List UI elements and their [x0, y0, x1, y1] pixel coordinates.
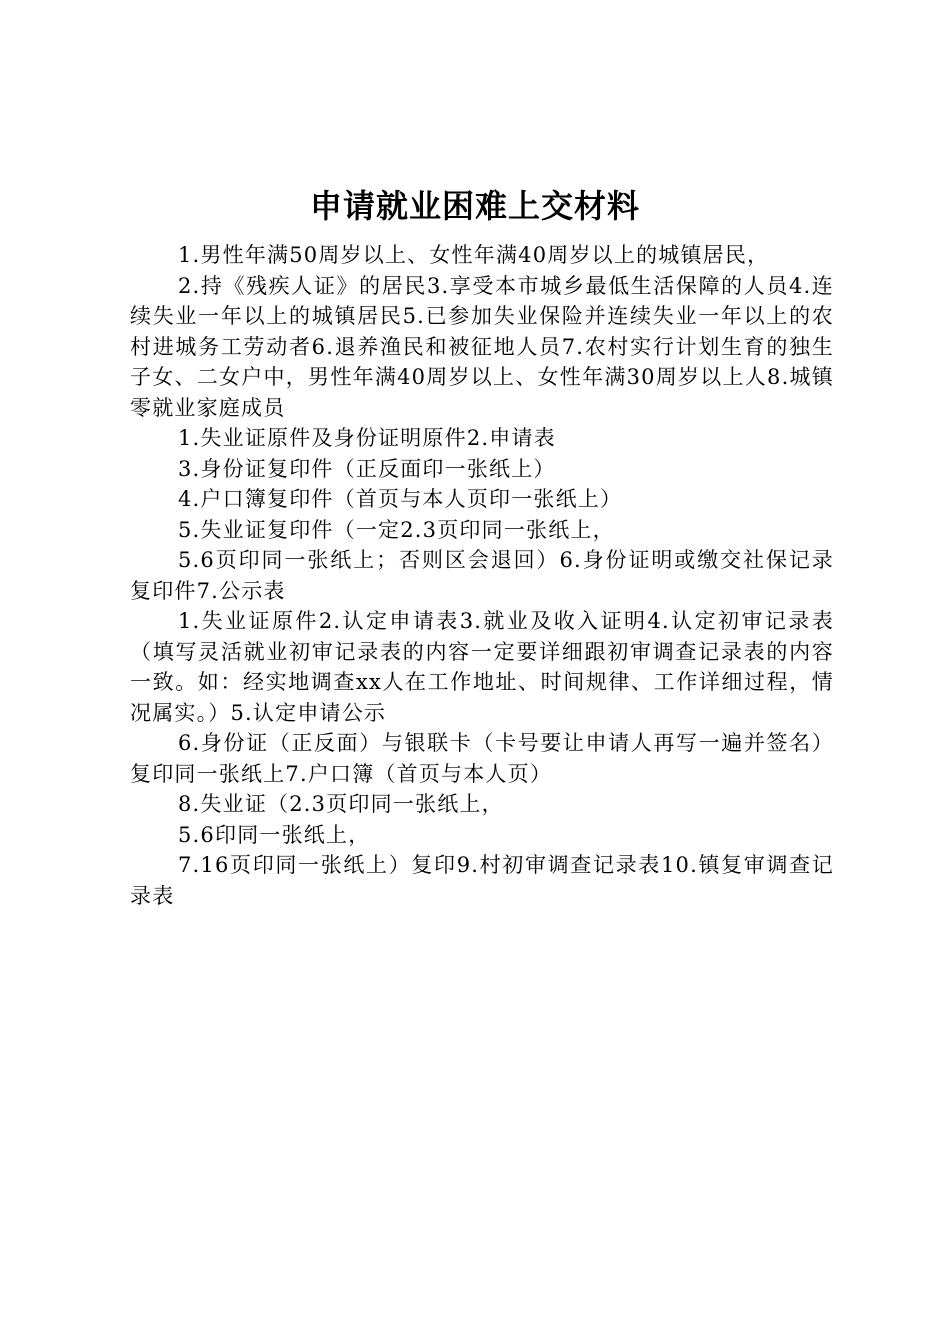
paragraph: 6.身份证（正反面）与银联卡（卡号要让申请人再写一遍并签名）复印同一张纸上7.户口簿（首页与本人页） [130, 731, 834, 786]
paragraph: 3.身份证复印件（正反面印一张纸上） [178, 456, 556, 481]
paragraph: 1.男性年满50周岁以上、女性年满40周岁以上的城镇居民， [178, 243, 770, 267]
paragraph: 2.持《残疾人证》的居民3.享受本市城乡最低生活保障的人员4.连续失业一年以上的城镇居民5.已参加失业保险并连续失业一年以上的农村进城务工劳动者6.退养渔民和被征地人员7.农村实行计划生育的独生子女、二女户中，男性年满40周岁以上、女性年满30周岁以上人8.城镇零就业家庭成员 [130, 273, 834, 420]
paragraph: 8.失业证（2.3页印同一张纸上， [178, 792, 504, 816]
paragraph: 5.6印同一张纸上， [178, 822, 371, 847]
paragraph: 4.户口簿复印件（首页与本人页印一张纸上） [178, 487, 623, 511]
document-title: 申请就业困难上交材料 [309, 187, 640, 225]
paragraph: 1.失业证原件2.认定申请表3.就业及收入证明4.认定初审记录表（填写灵活就业初审记录表的内容一定要详细跟初审调查记录表的内容一致。如：经实地调查xx人在工作地址、时间规律、工作详细过程，情况属实。）5.认定申请公示 [130, 609, 834, 725]
paragraph: 5.失业证复印件（一定2.3页印同一张纸上， [178, 517, 615, 542]
paragraph: 7.16页印同一张纸上）复印9.村初审调查记录表10.镇复审调查记录表 [130, 853, 834, 908]
paragraph: 1.失业证原件及身份证明原件2.申请表 [178, 426, 556, 450]
paragraph: 5.6页印同一张纸上；否则区会退回）6.身份证明或缴交社保记录复印件7.公示表 [130, 548, 834, 603]
document-body [130, 240, 834, 911]
